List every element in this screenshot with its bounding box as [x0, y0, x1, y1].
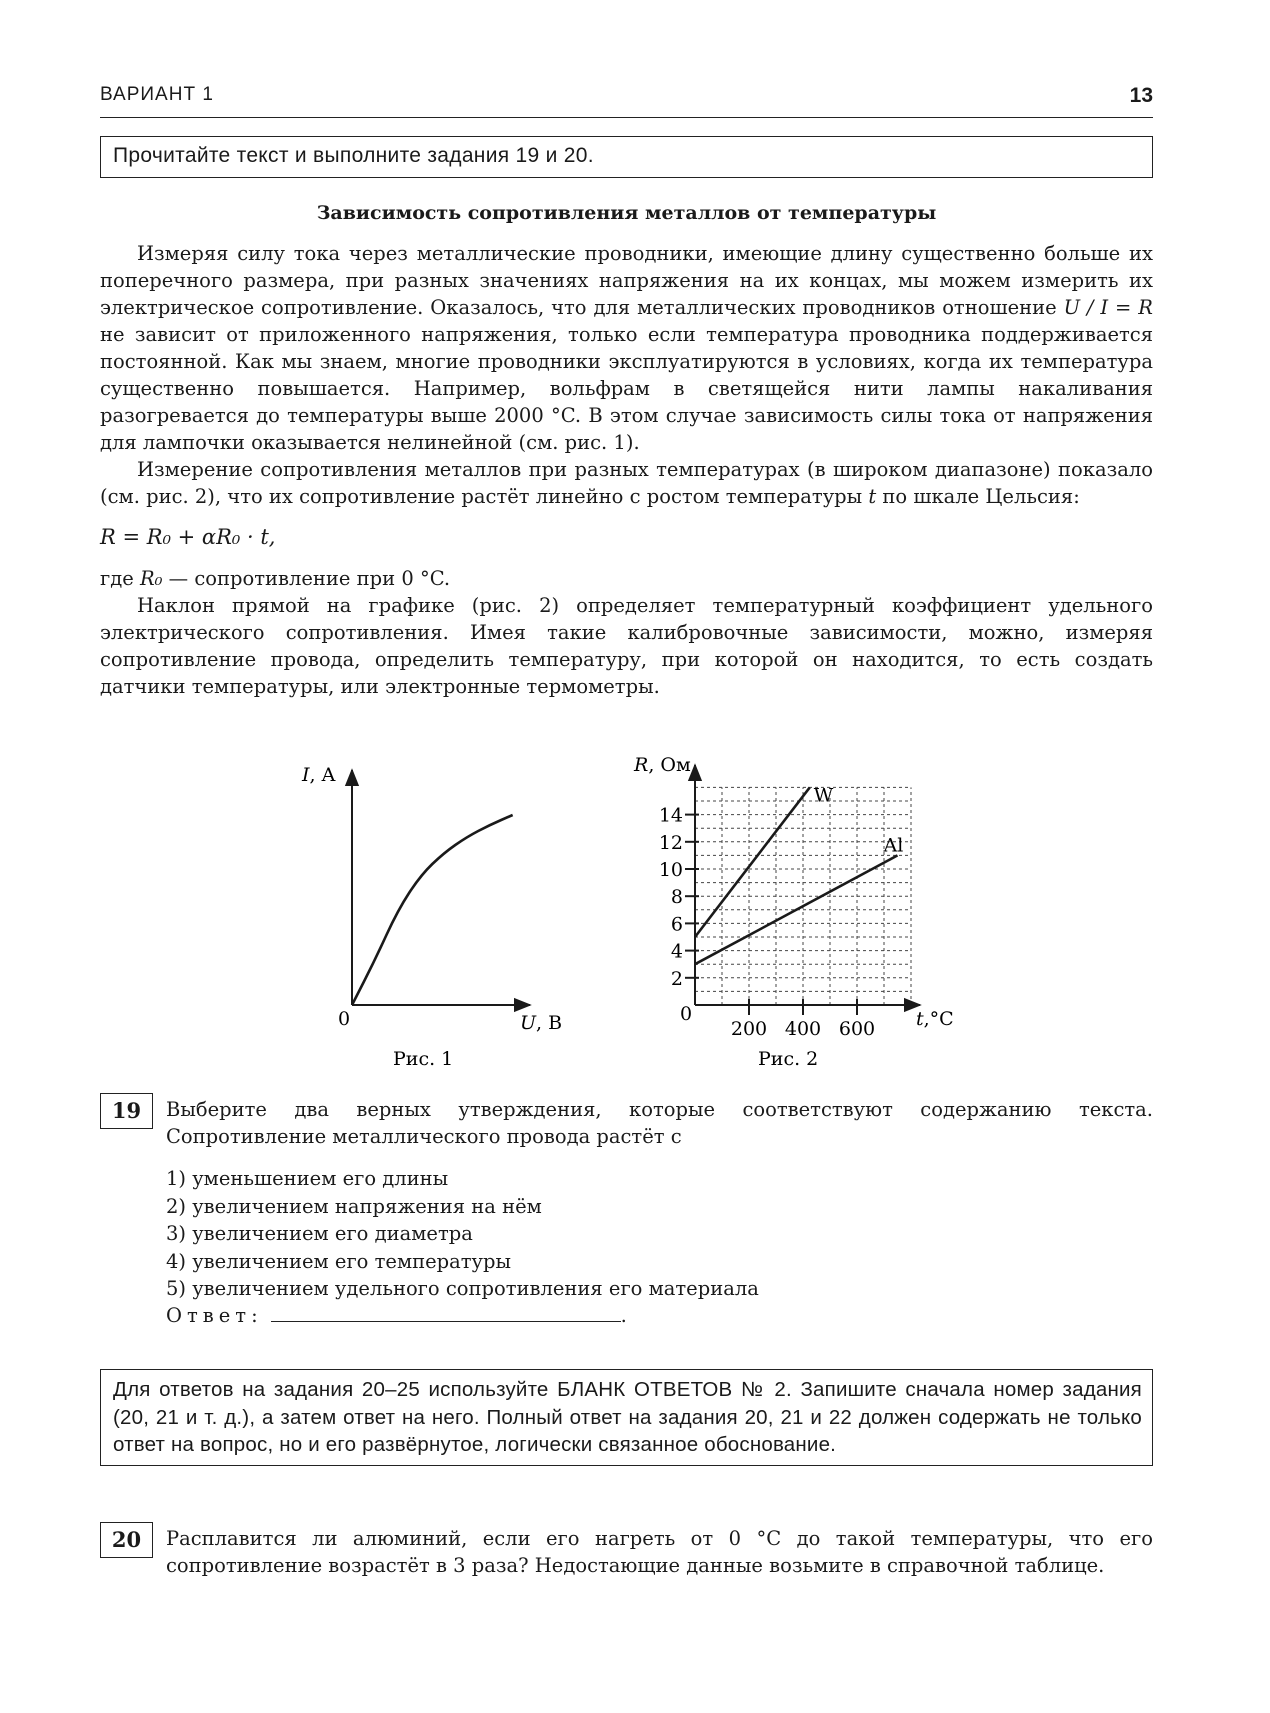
question-20-number: 20 [100, 1522, 153, 1558]
option-4: 4) увеличением его температуры [166, 1249, 512, 1273]
fig1-current-voltage-curve [352, 815, 513, 1005]
paragraph-text: не зависит от приложенного напряжения, только если температура проводника поддерживается постоянной. Как мы знаем, многие проводники эксплуатируются в условиях, когда их температура существенно повышается. Например, вольфрам в светящейся нити лампы накаливания разогревается до температуры выше 2000 °C. В этом случае зависимость силы тока от напряжения для лампочки оказывается нелинейной (см. рис. 1). [100, 323, 1153, 454]
question-19-number: 19 [100, 1093, 153, 1129]
r0-variable: R₀ [139, 567, 163, 590]
article-title: Зависимость сопротивления металлов от температуры [316, 202, 937, 224]
fig2-series-line-tungsten [695, 787, 810, 937]
option-5: 5) увеличением удельного сопротивления его материала [166, 1277, 759, 1300]
fig2-y-tick-label: 14 [658, 804, 683, 827]
option-3: 3) увеличением его диаметра [166, 1222, 473, 1245]
intro-text: Прочитайте текст и выполните задания 19 и 20. [113, 144, 594, 167]
article-paragraph-4: Наклон прямой на графике (рис. 2) определяет температурный коэффициент удельного электрического сопротивления. Имея такие калибровочные зависимости, можно, измеряя сопротивление провода, определить температуру, при которой он находится, то есть создать датчики температуры, или электронные термометры. [100, 594, 1153, 698]
article-paragraph-3 [100, 565, 1153, 592]
fig1-y-label: I, A [302, 764, 336, 786]
answer-instructions-box [100, 1369, 1153, 1466]
fig1-origin-label: 0 [338, 1008, 351, 1030]
fig2-y-tick-label: 6 [670, 913, 683, 936]
question-19-text: Выберите два верных утверждения, которые соответствуют содержанию текста. Сопротивление металлического провода растёт с [166, 1098, 1153, 1148]
instructions-text: Для ответов на задания 20–25 используйте БЛАНК ОТВЕТОВ № 2. Запишите сначала номер задания (20, 21 и т. д.), а затем ответ на него. Полный ответ на задания 20, 21 и 22 должен содержать не только ответ на вопрос, но и его развёрнутое, логически связанное обоснование. [113, 1378, 1142, 1456]
paragraph-text: Измеряя силу тока через металлические проводники, имеющие длину существенно больше их поперечного размера, при разных значениях напряжения на их концах, мы можем измерить их электрическое сопротивление. Оказалось, что для металлических проводников отношение [100, 242, 1153, 319]
header-divider [100, 117, 1153, 118]
answer-label: Ответ: [166, 1304, 263, 1327]
fig2-series-label-tungsten: W [813, 784, 834, 807]
answer-row [166, 1303, 627, 1327]
paragraph-text: где [100, 567, 140, 590]
figure-1-chart [301, 764, 562, 1070]
fig2-y-tick-label: 4 [670, 940, 683, 963]
fig2-x-label: t,°C [916, 1008, 954, 1030]
fig1-x-label: U, B [520, 1012, 563, 1034]
fig2-origin-label: 0 [680, 1003, 693, 1025]
fig2-x-tick-label: 400 [784, 1018, 822, 1040]
ohm-ratio-formula: U / I = R [1063, 296, 1153, 319]
resistance-formula: R = R₀ + αR₀ · t, [100, 525, 276, 549]
figures-svg [290, 745, 970, 1075]
page-number: 13 [1129, 84, 1153, 107]
answer-period: . [620, 1304, 627, 1327]
fig1-caption: Рис. 1 [393, 1048, 454, 1070]
question-19-options [166, 1165, 759, 1303]
article-paragraph-1 [100, 240, 1153, 456]
fig2-x-tick-label: 200 [730, 1018, 768, 1040]
paragraph-text: по шкале Цельсия: [876, 485, 1080, 508]
paragraph-text: Измерение сопротивления металлов при разных температурах (в широком диапазоне) показало (см. рис. 2), что их сопротивление растёт линейно с ростом температуры [100, 458, 1153, 508]
fig2-y-tick-label: 2 [670, 967, 683, 990]
fig2-x-tick-label: 600 [838, 1018, 876, 1040]
option-2: 2) увеличением напряжения на нём [166, 1194, 542, 1218]
fig2-y-tick-label: 8 [670, 886, 683, 909]
figures-area [290, 745, 970, 1075]
article-paragraph-2 [100, 456, 1153, 510]
variant-label: ВАРИАНТ 1 [100, 84, 214, 105]
intro-instruction-box [100, 136, 1153, 178]
fig2-series-label-aluminum: Al [883, 834, 904, 857]
figure-2-chart [633, 754, 954, 1070]
option-1: 1) уменьшением его длины [166, 1167, 449, 1190]
fig2-y-tick-label: 12 [658, 831, 683, 854]
fig2-caption: Рис. 2 [758, 1048, 819, 1070]
fig2-y-label: R, Ом [634, 754, 691, 776]
paragraph-text: — сопротивление при 0 °C. [162, 567, 451, 590]
fig2-y-tick-label: 10 [658, 859, 683, 881]
answer-field[interactable] [271, 1303, 621, 1322]
article-body [100, 240, 1153, 700]
question-20-text: Расплавится ли алюминий, если его нагреть от 0 °C до такой температуры, что его сопротивление возрастёт в 3 раза? Недостающие данные возьмите в справочной таблице. [166, 1527, 1153, 1577]
temperature-variable: t [868, 485, 877, 508]
